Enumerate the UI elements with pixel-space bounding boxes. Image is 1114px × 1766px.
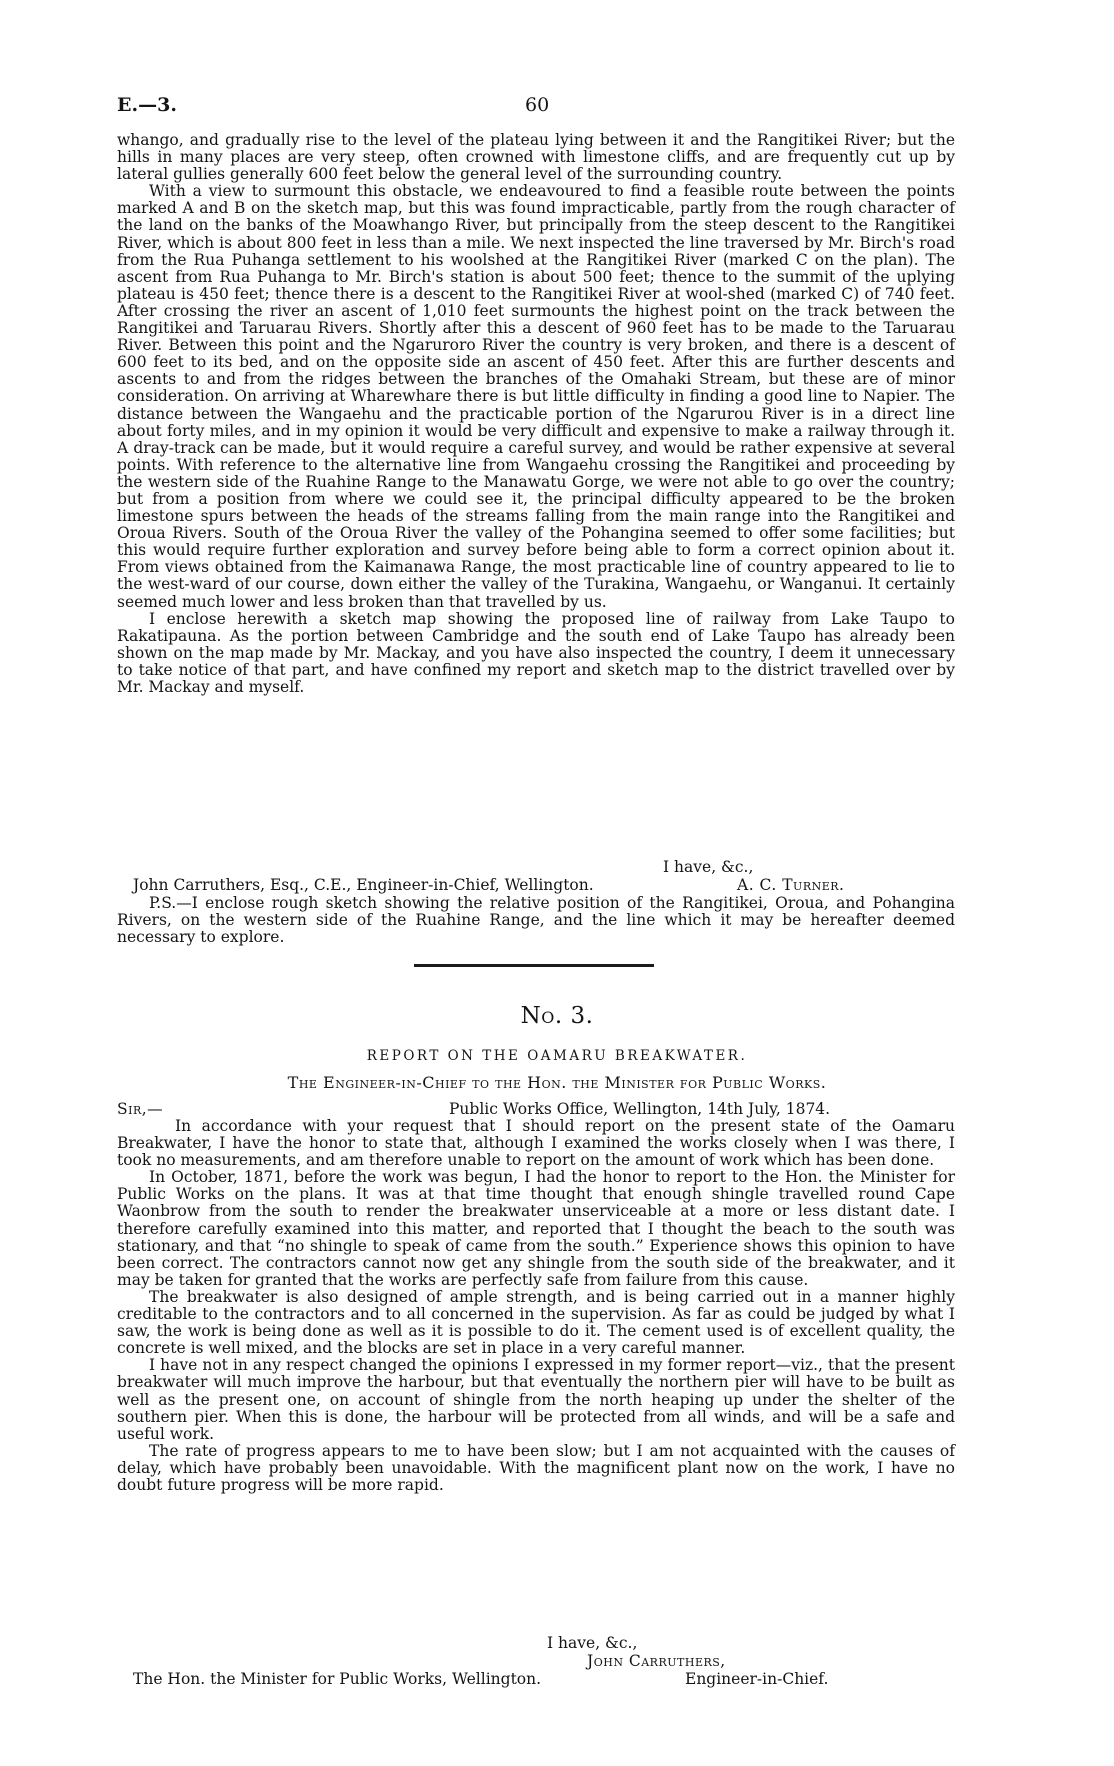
- paragraph: whango, and gradually rise to the level of the plateau lying between it and the Rangitikei River; but the hills in many places are very steep, often crowned with limestone cliffs, and are frequently cut up by lateral gullies generally 600 feet below the general level of the surrounding country.: [117, 131, 955, 184]
- paragraph: I enclose herewith a sketch map showing the proposed line of railway from Lake Taupo to Rakatipauna. As the portion between Cambridge and the south end of Lake Taupo has already been shown on the map made by Mr. Mackay, and you have also inspected the country, I deem it unnecessary to take notice of that part, and have confined my report and sketch map to the district travelled over by Mr. Mackay and myself.: [117, 609, 955, 696]
- signature-title: Engineer-in-Chief.: [685, 1670, 829, 1688]
- report-title: REPORT ON THE OAMARU BREAKWATER.: [366, 1048, 748, 1064]
- paragraph: The rate of progress appears to me to have been slow; but I am not acquainted with the causes of delay, which have probably been unavoidable. With the magnificent plant now on the work, I have no doubt future progress will be more rapid.: [117, 1441, 955, 1494]
- paragraph: In accordance with your request that I should report on the present state of the Oamaru Breakwater, I have the honor to state that, although I examined the works closely when I was there, I took no measurements, and am therefore unable to report on the amount of work which has been done.: [117, 1117, 955, 1170]
- addressee: John Carruthers, Esq., C.E., Engineer-in-Chief, Wellington.: [133, 876, 594, 894]
- report-subtitle: The Engineer-in-Chief to the Hon. the Minister for Public Works.: [287, 1073, 827, 1092]
- postscript-text: P.S.—I enclose rough sketch showing the relative position of the Rangitikei, Oroua, and Pohangina Rivers, on the western side of the Ruahine Range, and the line which it may be hereafter deemed necessary to explore.: [117, 894, 955, 947]
- closing: I have, &c.,: [547, 1634, 638, 1652]
- salutation: Sir,—: [117, 1100, 164, 1118]
- page-number: 60: [525, 94, 550, 116]
- postscript: [117, 895, 955, 946]
- signature: A. C. Turner.: [737, 876, 845, 894]
- signature-name: John Carruthers,: [587, 1652, 726, 1670]
- series-label: E.—3.: [117, 94, 177, 116]
- section-number: No. 3.: [520, 1003, 594, 1029]
- section-divider: [414, 964, 654, 967]
- addressee: The Hon. the Minister for Public Works, Wellington.: [133, 1670, 542, 1688]
- paragraph: The breakwater is also designed of ample strength, and is being carried out in a manner highly creditable to the contractors and to all concerned in the supervision. As far as could be judged by what I saw, the work is being done as well as it is possible to do it. The cement used is of excellent quality, the concrete is well mixed, and the blocks are set in place in a very careful manner.: [117, 1287, 955, 1358]
- closing: I have, &c.,: [663, 858, 754, 876]
- paragraph: In October, 1871, before the work was begun, I had the honor to report to the Hon. the Minister for Public Works on the plans. It was at that time thought that enough shingle travelled round Cape Waonbrow from the south to render the breakwater unserviceable at a more or less distant date. I therefore carefully examined into this matter, and reported that I thought the beach to the south was stationary, and that “no shingle to speak of came from the south.” Experience shows this opinion to have been correct. The contractors cannot now get any shingle from the south side of the breakwater, and it may be taken for granted that the works are perfectly safe from failure from this cause.: [117, 1168, 955, 1289]
- paragraph: With a view to surmount this obstacle, we endeavoured to find a feasible route between the points marked A and B on the sketch map, but this was found impracticable, partly from the rough character of the land on the banks of the Moawhango River, but principally from the steep descent to the Rangitikei River, which is about 800 feet in less than a mile. We next inspected the line traversed by Mr. Birch's road from the Rua Puhanga settlement to his woolshed at the Rangitikei River (marked C on the plan). The ascent from Rua Puhanga to Mr. Birch's station is about 500 feet; thence to the summit of the uplying plateau is 450 feet; thence there is a descent to the Rangitikei River at wool-shed (marked C) of 740 feet. After crossing the river an ascent of 1,010 feet surmounts the highest point on the track between the Rangitikei and Taruarau Rivers. Shortly after this a descent of 960 feet has to be made to the Taruarau River. Between this point and the Ngaruroro River the country is very broken, and there is a descent of 600 feet to its bed, and on the opposite side an ascent of 450 feet. After this are further descents and ascents to and from the ridges between the branches of the Omahaki Stream, but these are of minor consideration. On arriving at Wharewhare there is but little difficulty in finding a good line to Napier. The distance between the Wangaehu and the practicable portion of the Ngarurou River is in a direct line about forty miles, and in my opinion it would be very difficult and expensive to make a railway through it. A dray-track can be made, but it would require a careful survey, and would be rather expensive at several points. With reference to the alternative line from Wangaehu crossing the Rangitikei and proceeding by the western side of the Ruahine Range to the Manawatu Gorge, we were not able to go over the country; but from a position from where we could see it, the principal difficulty appeared to be the broken limestone spurs between the heads of the streams falling from the main range into the Rangitikei and Oroua Rivers. South of the Oroua River the valley of the Pohangina seemed to offer some facilities; but this would require further exploration and survey before being able to form a correct opinion about it. From views obtained from the Kaimanawa Range, the most practicable line of country appeared to lie to the west-ward of our course, down either the valley of the Turakina, Wangaehu, or Wanganui. It certainly seemed much lower and less broken than that travelled by us.: [117, 182, 955, 611]
- letter2-body: [117, 1118, 955, 1494]
- letter1-body: [117, 132, 955, 696]
- dateline: Public Works Office, Wellington, 14th July, 1874.: [449, 1100, 831, 1118]
- paragraph: I have not in any respect changed the opinions I expressed in my former report—viz., that the present breakwater will much improve the harbour, but that eventually the northern pier will have to be built as well as the present one, on account of shingle from the north heaping up under the shelter of the southern pier. When this is done, the harbour will be protected from all winds, and will be a safe and useful work.: [117, 1356, 955, 1443]
